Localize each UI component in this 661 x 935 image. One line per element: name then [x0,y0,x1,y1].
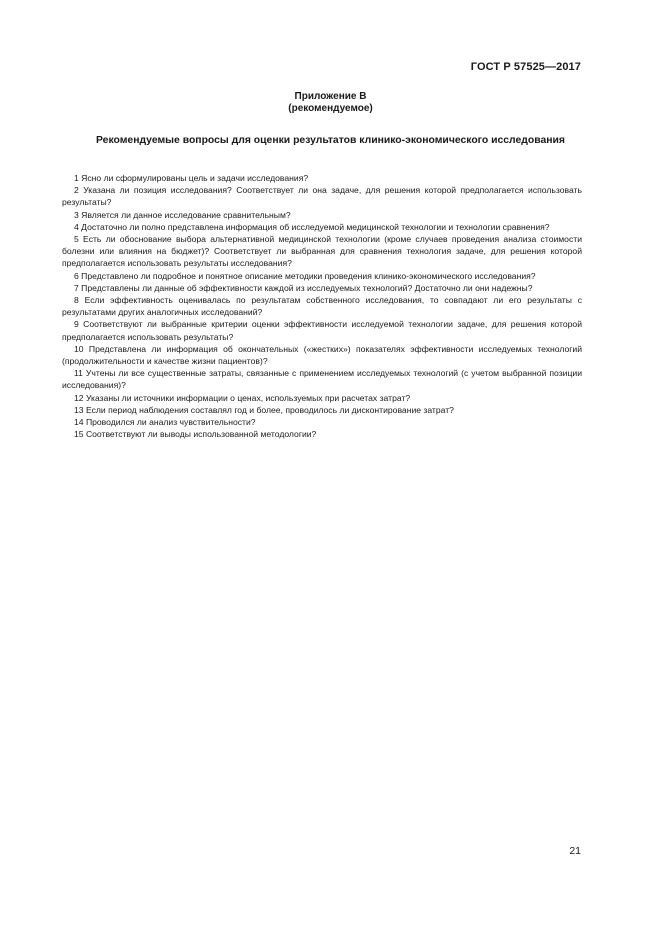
annex-title: Приложение В [294,91,367,102]
question-item: 11 Учтены ли все существенные затраты, связанные с применением исследуемых технологий (с учетом выбранной позиции исследования)? [62,368,582,391]
question-item: 5 Есть ли обоснование выбора альтернативной медицинской технологии (кроме случаев проведения анализа стоимости болезни или влияния на бюджет)? Соответствует ли выбранная для сравнения технология задаче, для решения которой предполагается использовать результаты исследования? [62,234,582,269]
question-item: 3 Является ли данное исследование сравнительным? [74,209,291,220]
question-item: 13 Если период наблюдения составлял год и более, проводилось ли дисконтирование затрат? [74,404,454,415]
question-item: 8 Если эффективность оценивалась по результатам собственного исследования, то совпадают ли его результаты с результатами других аналогичных исследований? [62,295,582,318]
annex-heading [0,91,661,115]
question-item: 12 Указаны ли источники информации о ценах, используемых при расчетах затрат? [74,392,411,403]
question-item: 9 Соответствуют ли выбранные критерии оценки эффективности исследуемой технологии задаче, для решения которой предполагается использовать результаты? [62,319,582,342]
question-item: 7 Представлены ли данные об эффективности каждой из исследуемых технологий? Достаточно ли они надежны? [74,282,533,293]
question-item: 10 Представлена ли информация об окончательных («жестких») показателях эффективности исследуемых технологий (продолжительности и качестве жизни пациентов)? [62,343,582,367]
standard-code: ГОСТ Р 57525—2017 [470,61,581,73]
question-item: 14 Проводился ли анализ чувствительности? [74,417,256,428]
questions-list [62,172,582,440]
question-item: 1 Ясно ли сформулированы цель и задачи исследования? [74,173,309,183]
question-item: 15 Соответствуют ли выводы использованной методологии? [74,429,317,440]
question-item: 6 Представлено ли подробное и понятное описание методики проведения клинико-экономического исследования? [74,270,536,281]
question-item: 2 Указана ли позиция исследования? Соответствует ли она задаче, для решения которой предполагается использовать результаты? [62,185,582,208]
annex-status: (рекомендуемое) [288,103,373,114]
document-title: Рекомендуемые вопросы для оценки результатов клинико-экономического исследования [96,135,565,146]
question-item: 4 Достаточно ли полно представлена информация об исследуемой медицинской технологии и технологии сравнения? [74,221,550,232]
page-number: 21 [569,845,581,857]
